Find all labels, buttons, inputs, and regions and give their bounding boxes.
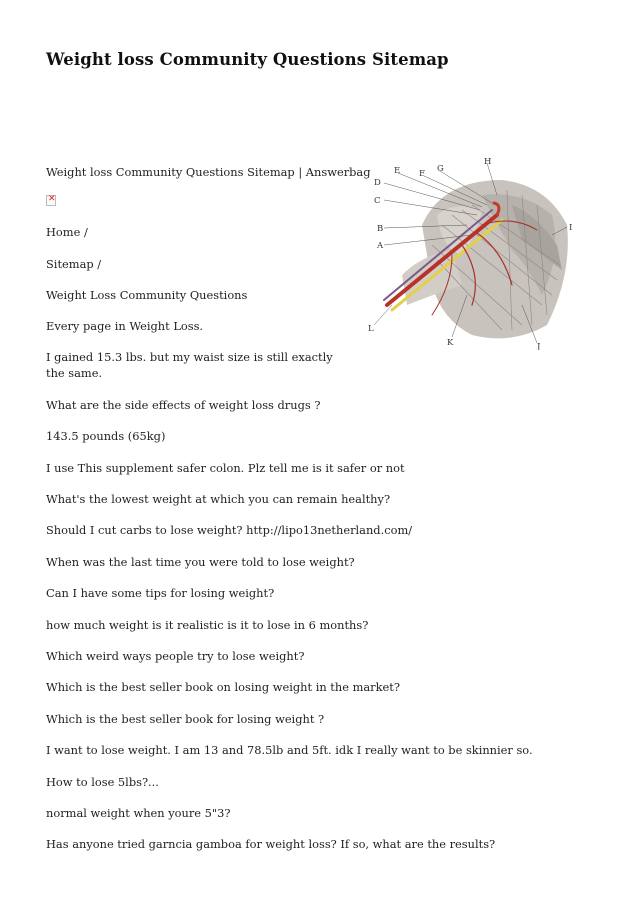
- question-link[interactable]: Which weird ways people try to lose weight?: [46, 649, 305, 663]
- svg-text:F: F: [419, 169, 425, 179]
- svg-text:G: G: [437, 164, 444, 174]
- svg-text:I: I: [569, 223, 573, 233]
- svg-text:A: A: [377, 241, 384, 251]
- question-link[interactable]: Which is the best seller book for losing weight ?: [46, 712, 325, 726]
- question-link[interactable]: how much weight is it realistic is it to lose in 6 months?: [46, 618, 369, 632]
- section-heading: Weight Loss Community Questions: [46, 288, 248, 302]
- question-link[interactable]: I gained 15.3 lbs. but my waist size is still exactly the same.: [46, 350, 333, 380]
- breadcrumb-sitemap[interactable]: Sitemap /: [46, 257, 102, 271]
- question-link[interactable]: When was the last time you were told to lose weight?: [46, 555, 355, 569]
- question-link[interactable]: Should I cut carbs to lose weight? http://lipo13netherland.com/: [46, 523, 413, 537]
- svg-text:K: K: [447, 338, 454, 348]
- question-link[interactable]: Can I have some tips for losing weight?: [46, 586, 275, 600]
- question-link[interactable]: What are the side effects of weight loss drugs ?: [46, 398, 321, 412]
- broken-image-icon: [46, 195, 56, 206]
- svg-text:B: B: [377, 224, 384, 234]
- text-line: Weight loss Community Questions Sitemap | Answerbag: [46, 165, 371, 179]
- question-link[interactable]: 143.5 pounds (65kg): [46, 429, 166, 443]
- svg-text:J: J: [537, 342, 541, 350]
- svg-text:H: H: [484, 157, 492, 167]
- question-link[interactable]: Which is the best seller book on losing weight in the market?: [46, 680, 400, 694]
- svg-text:C: C: [374, 196, 381, 206]
- question-link[interactable]: I use This supplement safer colon. Plz tell me is it safer or not: [46, 461, 405, 475]
- text-line: Every page in Weight Loss.: [46, 319, 204, 333]
- svg-text:L: L: [368, 324, 374, 334]
- question-link[interactable]: What's the lowest weight at which you can remain healthy?: [46, 492, 391, 506]
- svg-text:E: E: [394, 166, 401, 176]
- anatomy-illustration: [362, 155, 582, 350]
- question-link[interactable]: I want to lose weight. I am 13 and 78.5lb and 5ft. idk I really want to be skinnier so.: [46, 743, 533, 757]
- svg-text:D: D: [374, 178, 381, 188]
- question-link[interactable]: How to lose 5lbs?...: [46, 775, 159, 789]
- question-link[interactable]: normal weight when youre 5"3?: [46, 806, 231, 820]
- question-link[interactable]: Has anyone tried garncia gamboa for weight loss? If so, what are the results?: [46, 837, 496, 851]
- breadcrumb-home[interactable]: Home /: [46, 225, 88, 239]
- page-title: Weight loss Community Questions Sitemap: [46, 50, 449, 69]
